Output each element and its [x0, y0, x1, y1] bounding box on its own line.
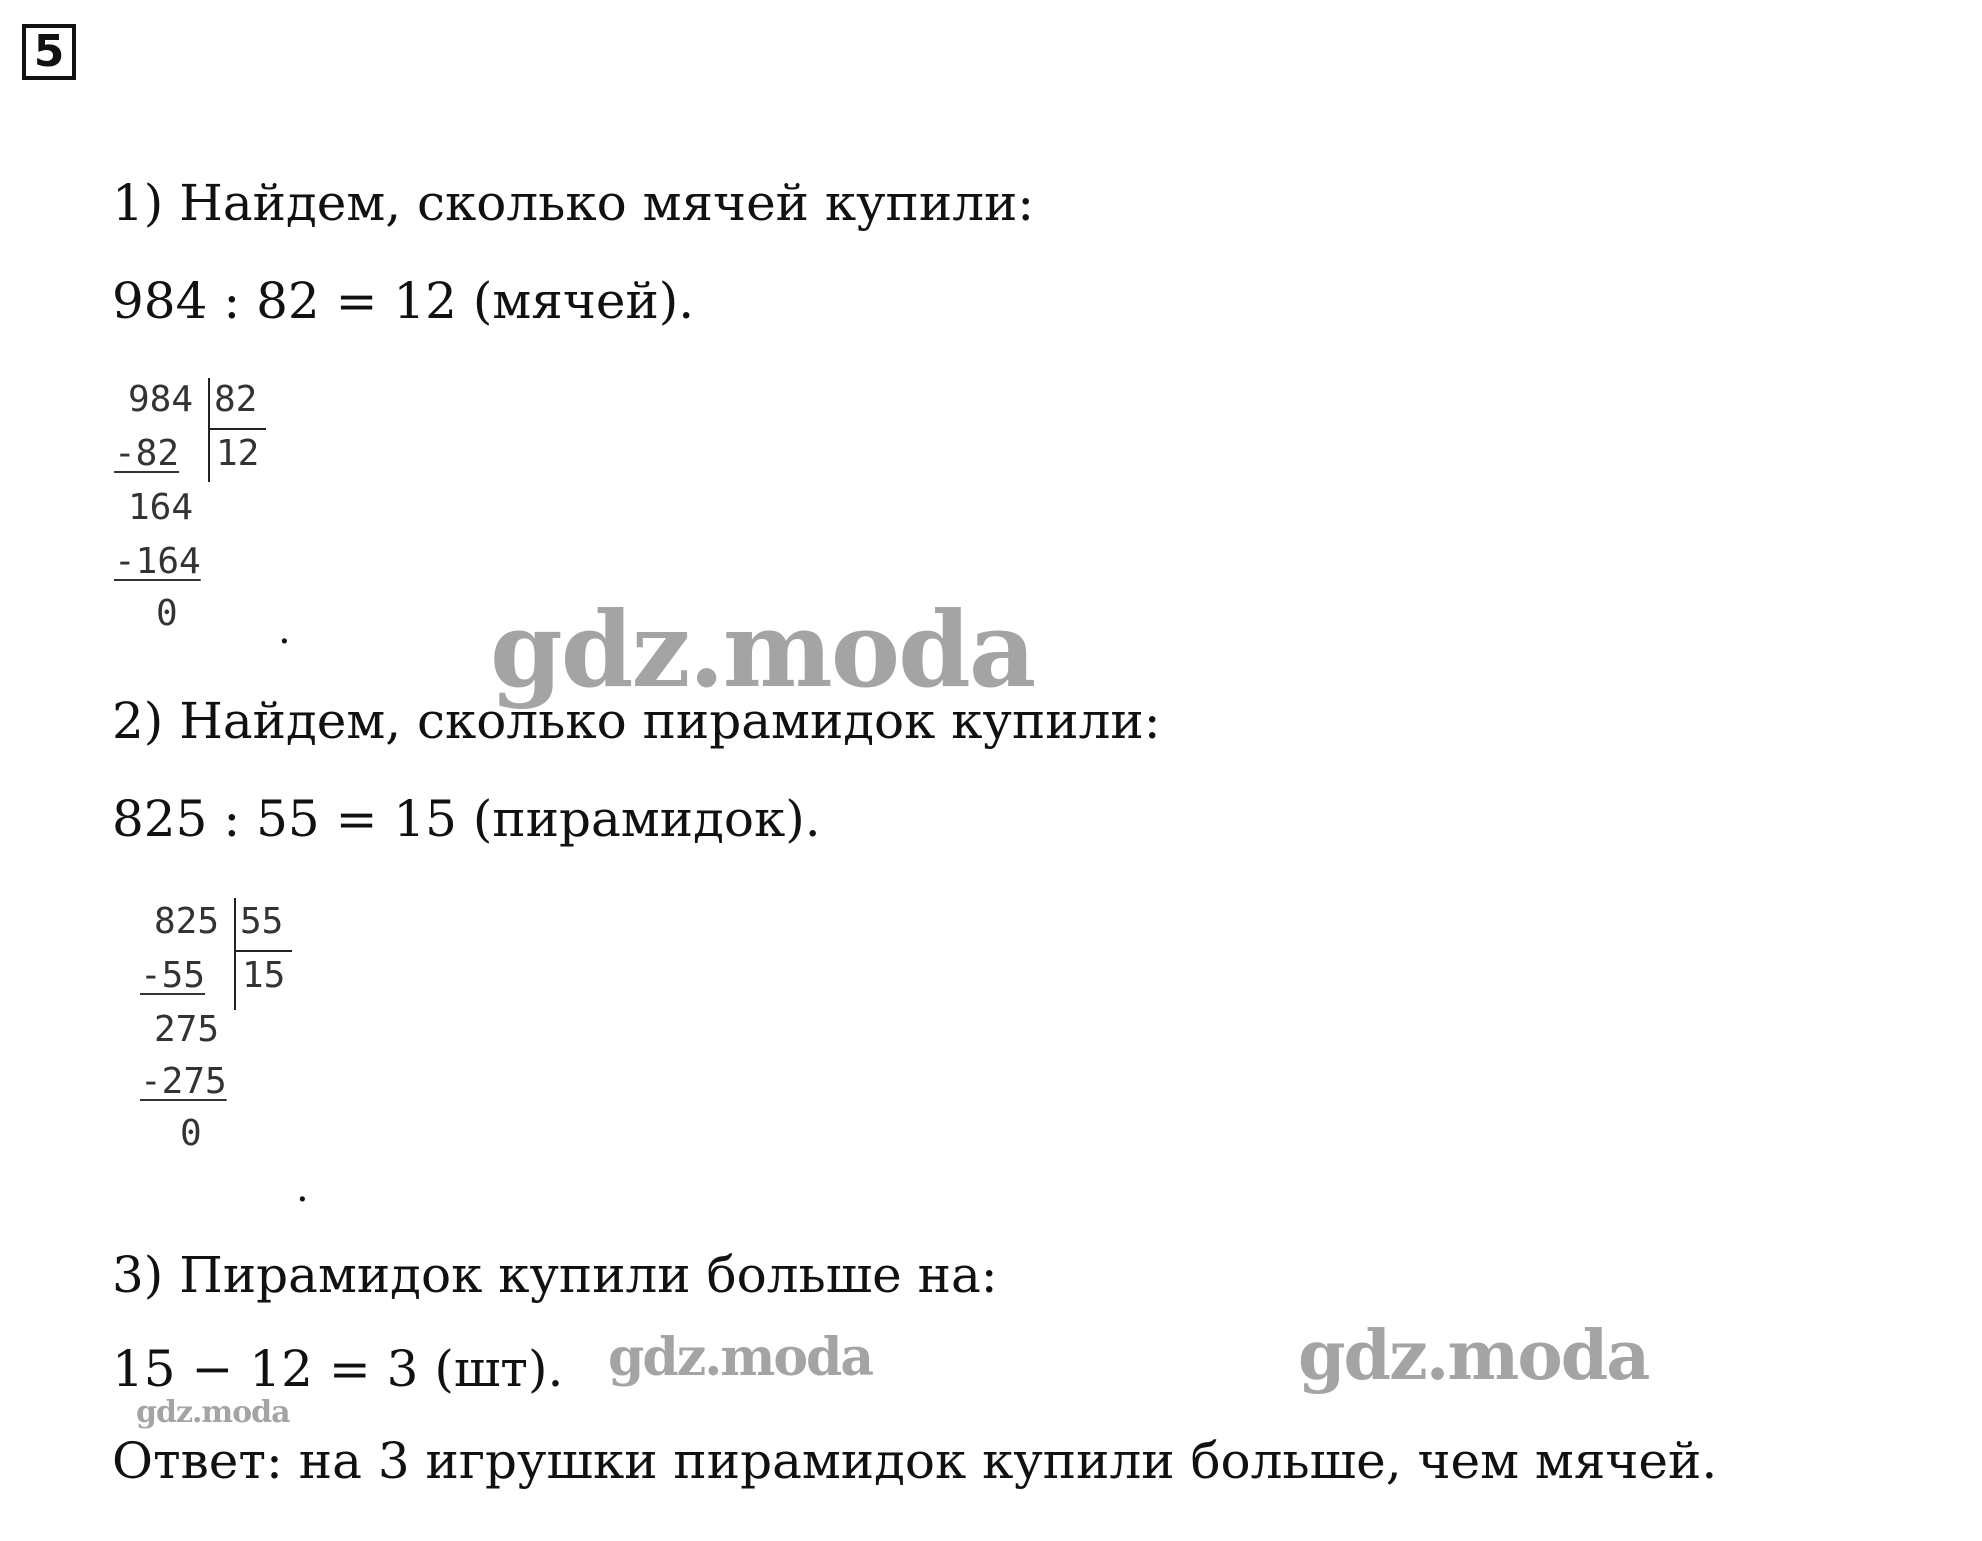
watermark-small-right: gdz.moda — [1298, 1316, 1649, 1396]
division2-divisor: 55 — [240, 901, 284, 942]
step1-equation: 984 : 82 = 12 (мячей). — [112, 272, 695, 330]
watermark-small-center: gdz.moda — [608, 1327, 873, 1388]
division2-quotient: 15 — [242, 955, 286, 996]
division2-dividend: 825 — [154, 901, 220, 942]
step3-equation: 15 − 12 = 3 (шт). — [112, 1340, 564, 1398]
division1-quotient: 12 — [216, 433, 260, 474]
division2-subtract-1: -55 — [140, 955, 206, 996]
division2-horizontal-line — [234, 950, 292, 952]
division1-horizontal-line — [208, 428, 266, 430]
watermark-tiny: gdz.moda — [136, 1395, 290, 1430]
division1-result: 0 — [156, 593, 178, 634]
division2-result: 0 — [180, 1113, 202, 1154]
step2-equation: 825 : 55 = 15 (пирамидок). — [112, 790, 821, 848]
dot-mark: . — [296, 1165, 309, 1211]
division1-dividend: 984 — [128, 379, 194, 420]
division1-divisor: 82 — [214, 379, 258, 420]
long-division-2 — [140, 898, 320, 1168]
division1-subtract-1: -82 — [114, 433, 180, 474]
division1-vertical-line — [208, 378, 210, 482]
step3-title: 3) Пирамидок купили больше на: — [112, 1246, 998, 1304]
division2-subtract-2: -275 — [140, 1061, 227, 1102]
step2-title: 2) Найдем, сколько пирамидок купили: — [112, 692, 1161, 750]
watermark-main: gdz.moda — [490, 588, 1035, 711]
long-division-1 — [114, 378, 294, 653]
division1-remainder-1: 164 — [128, 487, 194, 528]
task-number-badge: 5 — [22, 24, 76, 80]
step1-title: 1) Найдем, сколько мячей купили: — [112, 174, 1035, 232]
dot-mark: . — [278, 607, 291, 653]
answer-text: Ответ: на 3 игрушки пирамидок купили больше, чем мячей. — [112, 1432, 1718, 1490]
division2-vertical-line — [234, 898, 236, 1010]
division1-subtract-2: -164 — [114, 541, 201, 582]
division2-remainder-1: 275 — [154, 1009, 220, 1050]
